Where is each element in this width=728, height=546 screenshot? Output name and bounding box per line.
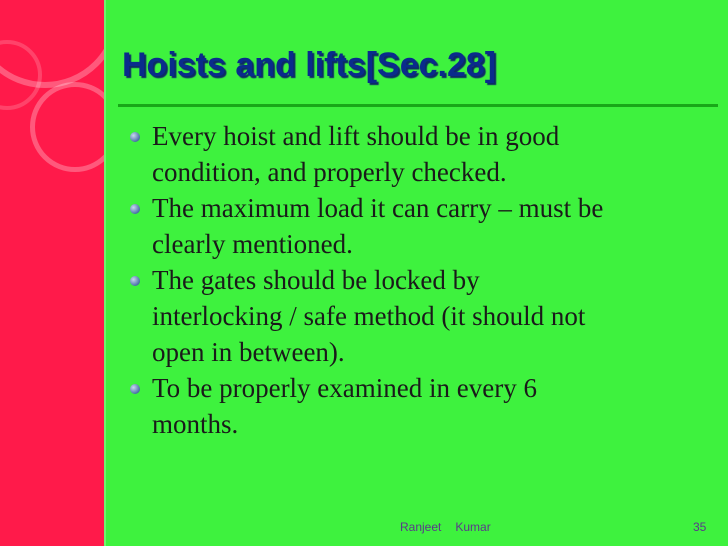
bullet-icon xyxy=(130,384,140,394)
footer-author xyxy=(400,520,491,534)
decorative-ring-shape xyxy=(30,82,104,172)
bullet-line: Every hoist and lift should be in good xyxy=(152,121,560,151)
bullet-line: open in between). xyxy=(152,337,345,367)
bullet-line: To be properly examined in every 6 xyxy=(152,373,537,403)
title-underline xyxy=(118,104,718,107)
bullet-icon xyxy=(130,204,140,214)
bullet-line: interlocking / safe method (it should not xyxy=(152,301,586,331)
bullet-line: clearly mentioned. xyxy=(152,229,353,259)
slide-title: Hoists and lifts[Sec.28] xyxy=(122,46,497,84)
bullet-line: The gates should be locked by xyxy=(152,265,480,295)
bullet-item xyxy=(128,118,708,190)
footer-page-number: 35 xyxy=(693,520,707,534)
bullet-line: months. xyxy=(152,409,239,439)
decorative-side-band xyxy=(0,0,104,546)
bullet-list xyxy=(128,118,708,442)
footer-author-first: Ranjeet xyxy=(400,520,442,534)
bullet-icon xyxy=(130,132,140,142)
bullet-item xyxy=(128,190,708,262)
bullet-line: The maximum load it can carry – must be xyxy=(152,193,604,223)
bullet-item xyxy=(128,262,708,370)
bullet-icon xyxy=(130,276,140,286)
band-divider xyxy=(104,0,106,546)
footer-author-last: Kumar xyxy=(455,520,491,534)
bullet-item xyxy=(128,370,708,442)
bullet-line: condition, and properly checked. xyxy=(152,157,507,187)
